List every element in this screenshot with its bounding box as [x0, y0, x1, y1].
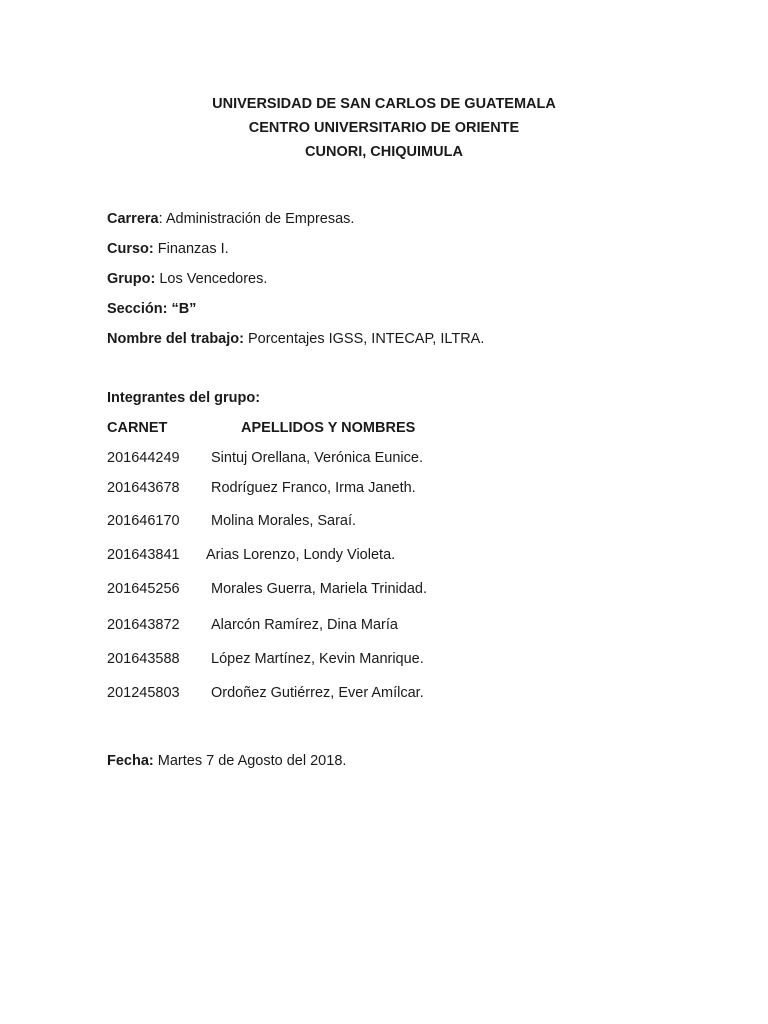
table-row: [107, 579, 667, 599]
curso-label: Curso:: [107, 241, 154, 257]
member-carnet: 201643841: [107, 547, 180, 563]
trabajo-value: Porcentajes IGSS, INTECAP, ILTRA.: [243, 331, 485, 347]
carnet-column-header: CARNET: [107, 420, 168, 436]
table-row: [107, 511, 667, 531]
document-header: [0, 92, 768, 164]
table-row: [107, 545, 667, 565]
names-column-header: APELLIDOS Y NOMBRES: [241, 420, 416, 436]
grupo-label: Grupo:: [107, 271, 156, 287]
seccion-field: [107, 299, 196, 319]
table-row: [107, 448, 667, 468]
member-carnet: 201644249: [107, 450, 180, 466]
member-name: Rodríguez Franco, Irma Janeth.: [211, 480, 416, 496]
member-name: Morales Guerra, Mariela Trinidad.: [211, 581, 427, 597]
member-carnet: 201643872: [107, 617, 180, 633]
group-title: Integrantes del grupo:: [107, 390, 261, 406]
carrera-label: Carrera: [107, 211, 159, 227]
member-carnet: 201645256: [107, 581, 180, 597]
member-carnet: 201643588: [107, 651, 180, 667]
trabajo-label: Nombre del trabajo:: [107, 331, 244, 347]
member-name: Molina Morales, Saraí.: [211, 513, 357, 529]
university-name: UNIVERSIDAD DE SAN CARLOS DE GUATEMALA: [212, 96, 556, 112]
table-row: [107, 615, 667, 635]
fecha-field: [107, 751, 346, 771]
carrera-value: : Administración de Empresas.: [158, 211, 355, 227]
member-name: López Martínez, Kevin Manrique.: [211, 651, 424, 667]
carrera-field: [107, 209, 354, 229]
member-name: Arias Lorenzo, Londy Violeta.: [206, 547, 396, 563]
member-carnet: 201646170: [107, 513, 180, 529]
center-name: CENTRO UNIVERSITARIO DE ORIENTE: [248, 120, 520, 136]
curso-field: [107, 239, 229, 259]
grupo-value: Los Vencedores.: [155, 271, 268, 287]
member-name: Ordoñez Gutiérrez, Ever Amílcar.: [211, 685, 424, 701]
member-name: Alarcón Ramírez, Dina María: [211, 617, 398, 633]
members-table-header: [107, 418, 667, 438]
table-row: [107, 649, 667, 669]
fecha-label: Fecha:: [107, 753, 154, 769]
curso-value: Finanzas I.: [153, 241, 229, 257]
grupo-field: [107, 269, 267, 289]
seccion-label: Sección: “B”: [107, 301, 197, 317]
member-carnet: 201245803: [107, 685, 180, 701]
fecha-value: Martes 7 de Agosto del 2018.: [153, 753, 347, 769]
member-carnet: 201643678: [107, 480, 180, 496]
trabajo-field: [107, 329, 484, 349]
table-row: [107, 683, 667, 703]
table-row: [107, 478, 667, 498]
member-name: Sintuj Orellana, Verónica Eunice.: [211, 450, 423, 466]
campus-name: CUNORI, CHIQUIMULA: [305, 144, 463, 160]
